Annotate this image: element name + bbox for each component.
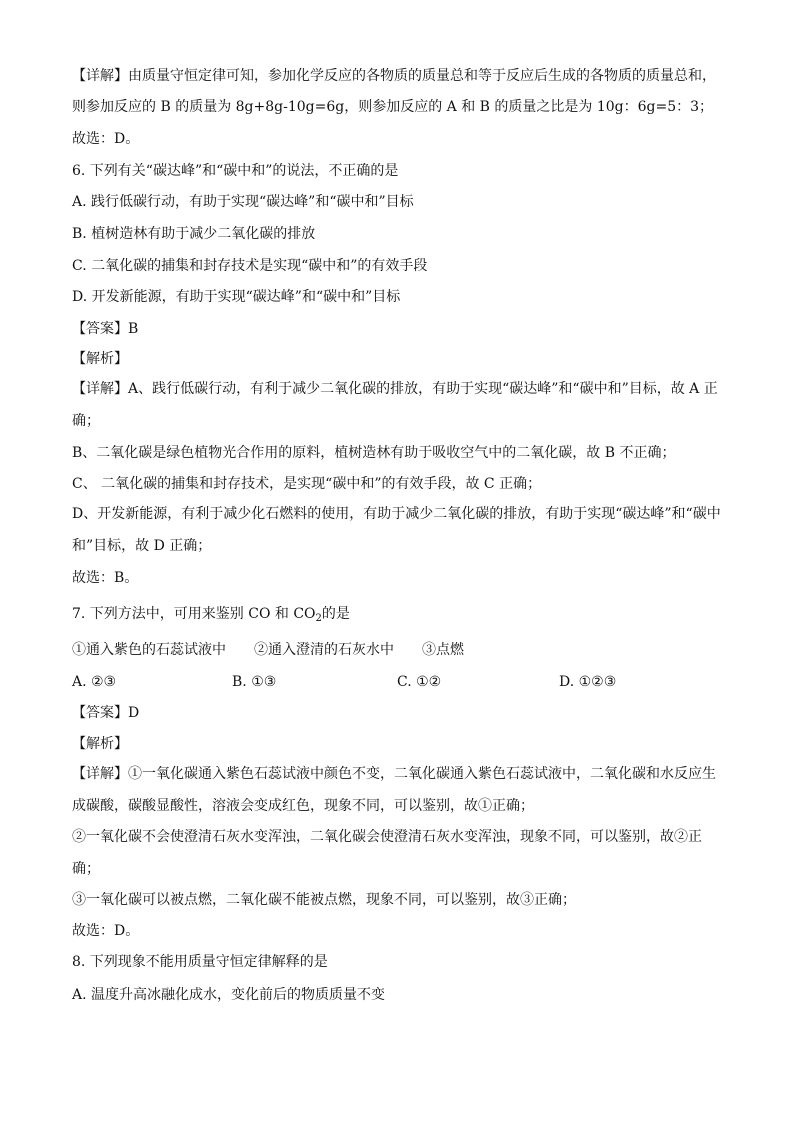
q5-detail-line-1: 【详解】由质量守恒定律可知，参加化学反应的各物质的质量总和等于反应后生成的各物质的质量总和， xyxy=(72,68,716,84)
q6-answer: 【答案】B xyxy=(72,321,139,337)
q7-option-a: A. ②③ xyxy=(72,674,117,690)
q6-detail-line-6: 和”目标，故 D 正确； xyxy=(72,538,212,554)
q7-option-b: B. ①③ xyxy=(232,674,277,690)
q6-option-b: B. 植树造林有助于减少二氧化碳的排放 xyxy=(72,226,316,242)
q6-option-a: A. 践行低碳行动，有助于实现“碳达峰”和“碳中和”目标 xyxy=(72,194,414,210)
q7-answer: 【答案】D xyxy=(72,705,140,721)
q7-stem-subscript: 2 xyxy=(315,613,322,624)
q6-detail-line-3: B、二氧化碳是绿色植物光合作用的原料，植树造林有助于吸收空气中的二氧化碳，故 B 不正确； xyxy=(72,445,676,461)
q7-detail-line-4: 确； xyxy=(72,861,100,877)
q8-option-a: A. 温度升高冰融化成水，变化前后的物质质量不变 xyxy=(72,987,386,1003)
q6-detail-line-1: 【详解】A、践行低碳行动，有利于减少二氧化碳的排放，有助于实现“碳达峰”和“碳中和”目标，故 A 正 xyxy=(72,381,718,397)
q7-stem-suffix: 的是 xyxy=(321,606,350,622)
q7-detail-line-3: ②一氧化碳不会使澄清石灰水变浑浊，二氧化碳会使澄清石灰水变浑浊，现象不同，可以鉴别，故②正 xyxy=(72,829,702,845)
q7-stem xyxy=(72,604,732,624)
q7-analysis-heading: 【解析】 xyxy=(72,736,128,752)
q7-detail-line-5: ③一氧化碳可以被点燃，二氧化碳不能被点燃，现象不同，可以鉴别，故③正确； xyxy=(72,892,576,908)
q6-analysis-heading: 【解析】 xyxy=(72,351,128,367)
q6-option-d: D. 开发新能源，有助于实现“碳达峰”和“碳中和”目标 xyxy=(72,289,401,305)
q7-options-row xyxy=(72,672,732,692)
q6-stem: 6. 下列有关“碳达峰”和“碳中和”的说法，不正确的是 xyxy=(72,163,399,179)
q7-detail-line-2: 成碳酸，碳酸显酸性，溶液会变成红色，现象不同，可以鉴别，故①正确； xyxy=(72,798,534,814)
q7-option-d: D. ①②③ xyxy=(559,674,617,690)
q7-detail-line-1: 【详解】①一氧化碳通入紫色石蕊试液中颜色不变，二氧化碳通入紫色石蕊试液中，二氧化碳和水反应生 xyxy=(72,766,716,782)
q7-methods: ①通入紫色的石蕊试液中 ②通入澄清的石灰水中 ③点燃 xyxy=(72,642,464,658)
q8-stem: 8. 下列现象不能用质量守恒定律解释的是 xyxy=(72,954,328,970)
q5-detail-line-2: 则参加反应的 B 的质量为 8g+8g-10g=6g，则参加反应的 A 和 B 的质量之比是为 10g：6g=5：3； xyxy=(72,99,714,115)
q6-detail-line-2: 确； xyxy=(72,413,100,429)
q7-option-c: C. ①② xyxy=(397,674,442,690)
q6-option-c: C. 二氧化碳的捕集和封存技术是实现“碳中和”的有效手段 xyxy=(72,258,428,274)
q5-choice: 故选：D。 xyxy=(72,131,140,147)
q7-stem-prefix: 7. 下列方法中，可用来鉴别 CO 和 CO xyxy=(72,606,316,622)
q6-detail-line-4: C、 二氧化碳的捕集和封存技术，是实现“碳中和”的有效手段，故 C 正确； xyxy=(72,476,542,492)
q6-choice: 故选：B。 xyxy=(72,570,139,586)
q7-choice: 故选：D。 xyxy=(72,923,140,939)
q6-detail-line-5: D、开发新能源，有利于减少化石燃料的使用，有助于减少二氧化碳的排放，有助于实现“碳达峰”和“碳中 xyxy=(72,506,721,522)
